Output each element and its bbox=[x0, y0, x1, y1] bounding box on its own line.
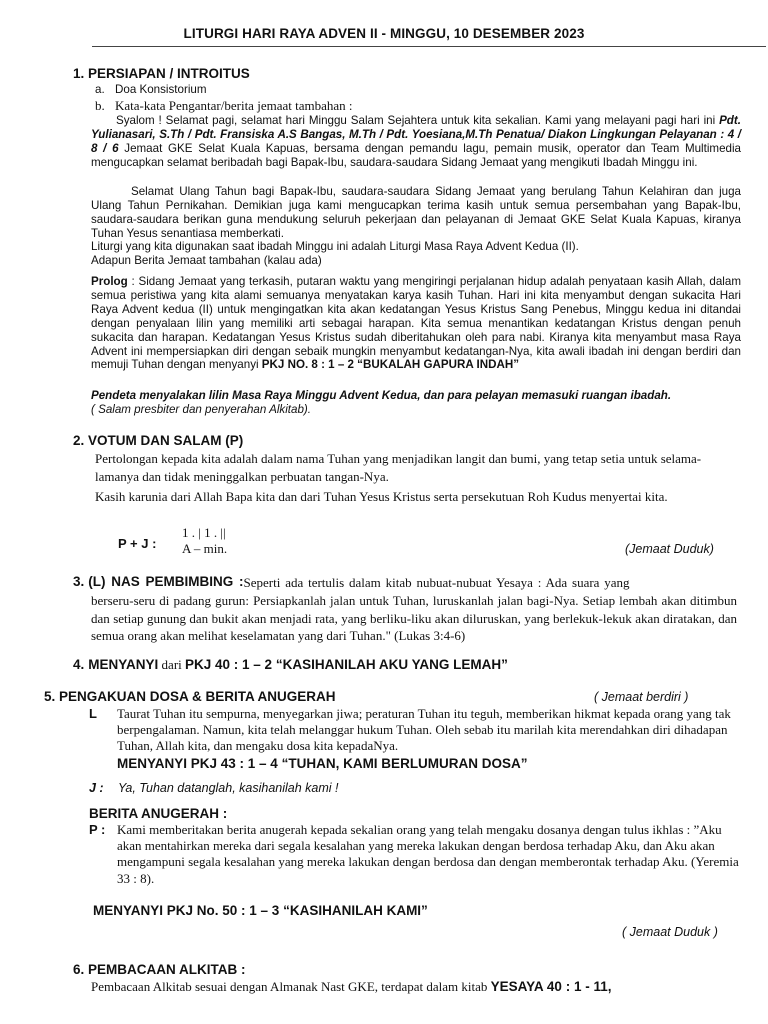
prolog-text: : Sidang Jemaat yang terkasih, putaran waktu yang mengiringi perjalanan hidup adalah penyataan kasih Allah, dalam semua peristiwa yang kita alami semuanya menyatakan karya kasih Tuhan. Hari ini kita menyambut dengan sukacita Hari Raya Advent kedua (II) untuk mengingatkan kita akan kedatangan Yesus Kristus Sang Penebus, Minggu kedua ini ditandai dengan penyalaan lilin yang memiliki arti sebagai harapan. Kita semua menantikan kedatangan Kristus dengan penuh sukacita dan harapan. Kedatangan Yesus Kristus sudah diberitahukan oleh para nabi. Kiranya kita menyambut masa Raya Advent ini mempersiapkan diri dengan sebaik mungkin menyambut kedatangan-Nya, kita awali ibadah ini dengan berdiri dan memuji Tuhan dengan menyanyi bbox=[91, 275, 741, 372]
berita-anugerah-title: BERITA ANUGERAH : bbox=[89, 806, 228, 821]
intro-ministers: Pdt. Yulianasari, S.Th / Pdt. Fransiska A.S Bangas, M.Th / Pdt. Yoesiana,M.Th Penatua/ Diakon Lingkungan Pelayanan : 4 / 8 / 6 bbox=[91, 114, 741, 155]
salam-paragraph: Kasih karunia dari Allah Bapa kita dan dari Tuhan Yesus Kristus serta persekutuan Roh Kudus menyertai kita. bbox=[95, 489, 668, 504]
song-pkj-43: MENYANYI PKJ 43 : 1 – 4 “TUHAN, KAMI BERLUMURAN DOSA” bbox=[117, 756, 528, 771]
reading-line bbox=[91, 978, 611, 996]
pastor-text: Kami memberitakan berita anugerah kepada sekalian orang yang telah mengaku dosanya dengan tulus ikhlas : ”Aku akan mentahirkan mereka dari segala kesalahan yang mereka lakukan dengan berdosa terhadap Aku, dan Aku akan mengampuni segala kesalahan yang mereka lakukan dengan berdosa dan dengan memberontak terhadap Aku. (Yeremia 33 : 8). bbox=[117, 822, 739, 886]
intro-greeting: Syalom ! Selamat pagi, selamat hari Minggu Salam Sejahtera untuk kita sekalian. Kami yang melayani pagi hari ini bbox=[116, 114, 716, 127]
section-6-number: 6. bbox=[73, 962, 85, 977]
section-3-title: (L) NAS PEMBIMBING : bbox=[88, 574, 244, 589]
page-title: LITURGI HARI RAYA ADVEN II - MINGGU, 10 DESEMBER 2023 bbox=[183, 26, 585, 41]
candle-note: Pendeta menyalakan lilin Masa Raya Minggu Advent Kedua, dan para pelayan memasuki ruangan ibadah. bbox=[91, 389, 672, 402]
section-3-number: 3. bbox=[73, 574, 85, 589]
announcement-note: Adapun Berita Jemaat tambahan (kalau ada) bbox=[91, 254, 322, 267]
section-3-text-first: Seperti ada tertulis dalam kitab nubuat-nubuat Yesaya : Ada suara yang bbox=[243, 575, 630, 590]
section-1-title: PERSIAPAN / INTROITUS bbox=[88, 66, 250, 81]
header-divider bbox=[92, 46, 766, 47]
congregation-line bbox=[89, 781, 589, 795]
section-6-title: PEMBACAAN ALKITAB : bbox=[88, 962, 246, 977]
prolog-song: PKJ NO. 8 : 1 – 2 “BUKALAH GAPURA INDAH” bbox=[261, 358, 520, 372]
leader-line bbox=[89, 706, 741, 755]
posture-standing: ( Jemaat berdiri ) bbox=[594, 690, 689, 704]
liturgy-note: Liturgi yang kita digunakan saat ibadah Minggu ini adalah Liturgi Masa Raya Advent Kedua (II). bbox=[91, 240, 579, 253]
section-4-heading bbox=[73, 656, 508, 674]
item-a bbox=[95, 83, 207, 97]
section-5-heading bbox=[44, 689, 336, 704]
pj-label: P + J : bbox=[118, 536, 157, 551]
amen-notation-bottom: A – min. bbox=[182, 541, 228, 556]
leader-label: L bbox=[89, 706, 97, 721]
section-1-heading bbox=[73, 66, 250, 81]
pastor-label: P : bbox=[89, 822, 106, 837]
amen-notation-top: 1 . | 1 . || bbox=[182, 525, 226, 540]
section-2-heading bbox=[73, 433, 243, 448]
section-3 bbox=[73, 574, 737, 592]
item-b-label: b. bbox=[95, 98, 105, 113]
item-a-text: Doa Konsistorium bbox=[115, 83, 207, 96]
congregation-label: J : bbox=[89, 781, 104, 795]
item-b-text: Kata-kata Pengantar/berita jemaat tambahan : bbox=[115, 98, 353, 113]
item-b bbox=[95, 98, 353, 114]
section-6-heading bbox=[73, 962, 246, 977]
reading-text: Pembacaan Alkitab sesuai dengan Almanak Nast GKE, terdapat dalam kitab bbox=[91, 979, 491, 994]
leader-text: Taurat Tuhan itu sempurna, menyegarkan jiwa; peraturan Tuhan itu teguh, memberikan hikmat kepada orang yang tak berpengalaman. Namun, kita telah melanggar hukum Tuhan. Oleh sebab itu marilah kita merendahkan diri dihadapan Tuhan, Allah kita, dan mengaku dosa kita kepadaNya. bbox=[117, 706, 731, 754]
section-3-text: berseru-seru di padang gurun: Persiapkanlah jalan untuk Tuhan, luruskanlah jalan bagi-Nya. Setiap lembah akan ditimbun dan setiap gunung dan bukit akan menjadi rata, yang berliku-liku akan diluruskan, yang berlekuk-lekuk akan diratakan, dan semua orang akan melihat keselamatan yang dari Tuhan." (Lukas 3:4-6) bbox=[91, 593, 737, 643]
section-4-dari: dari bbox=[158, 657, 186, 672]
section-4-title: MENYANYI bbox=[88, 657, 159, 672]
section-1-number: 1. bbox=[73, 66, 85, 81]
posture-seated-1: (Jemaat Duduk) bbox=[625, 542, 714, 556]
section-5-number: 5. bbox=[44, 689, 56, 704]
intro-greeting-cont: Jemaat GKE Selat Kuala Kapuas, bersama dengan pemandu lagu, pemain musik, operator dan Team Multimedia mengucapkan selamat beribadah bagi Bapak-Ibu, saudara-saudara Sidang Jemaat yang mengikuti Ibadah Minggu ini. bbox=[91, 141, 741, 169]
section-2-title: VOTUM DAN SALAM (P) bbox=[88, 433, 244, 448]
section-4-number: 4. bbox=[73, 657, 85, 672]
pastor-line bbox=[89, 822, 741, 887]
congregation-text: Ya, Tuhan datanglah, kasihanilah kami ! bbox=[118, 781, 339, 795]
section-2-number: 2. bbox=[73, 433, 85, 448]
section-4-song: PKJ 40 : 1 – 2 “KASIHANILAH AKU YANG LEMAH” bbox=[185, 657, 508, 672]
intro-paragraph bbox=[91, 114, 741, 170]
posture-seated-2: ( Jemaat Duduk ) bbox=[622, 925, 718, 939]
section-5-title: PENGAKUAN DOSA & BERITA ANUGERAH bbox=[59, 689, 336, 704]
prolog-label: Prolog bbox=[91, 275, 128, 288]
birthday-paragraph: Selamat Ulang Tahun bagi Bapak-Ibu, saudara-saudara Sidang Jemaat yang berulang Tahun Kelahiran dan juga Ulang Tahun Pernikahan. Demikian juga kami mengucapkan terima kasih untuk semua persembahan yang Bapak-Ibu, saudara-saudara berikan guna mendukung seluruh pekerjaan dan pelayanan di Jemaat GKE Selat Kuala Kapuas, kiranya Tuhan Yesus senantiasa memberkati. bbox=[91, 185, 741, 240]
item-a-label: a. bbox=[95, 83, 105, 96]
reading-reference: YESAYA 40 : 1 - 11, bbox=[490, 979, 612, 994]
song-pkj-50: MENYANYI PKJ No. 50 : 1 – 3 “KASIHANILAH KAMI” bbox=[93, 903, 428, 918]
votum-paragraph: Pertolongan kepada kita adalah dalam nama Tuhan yang menjadikan langit dan bumi, yang tetap setia untuk selama-lamanya dan tidak meninggalkan perbuatan tangan-Nya. bbox=[95, 451, 702, 484]
salam-note: ( Salam presbiter dan penyerahan Alkitab). bbox=[91, 403, 311, 416]
prolog-paragraph bbox=[91, 275, 741, 372]
